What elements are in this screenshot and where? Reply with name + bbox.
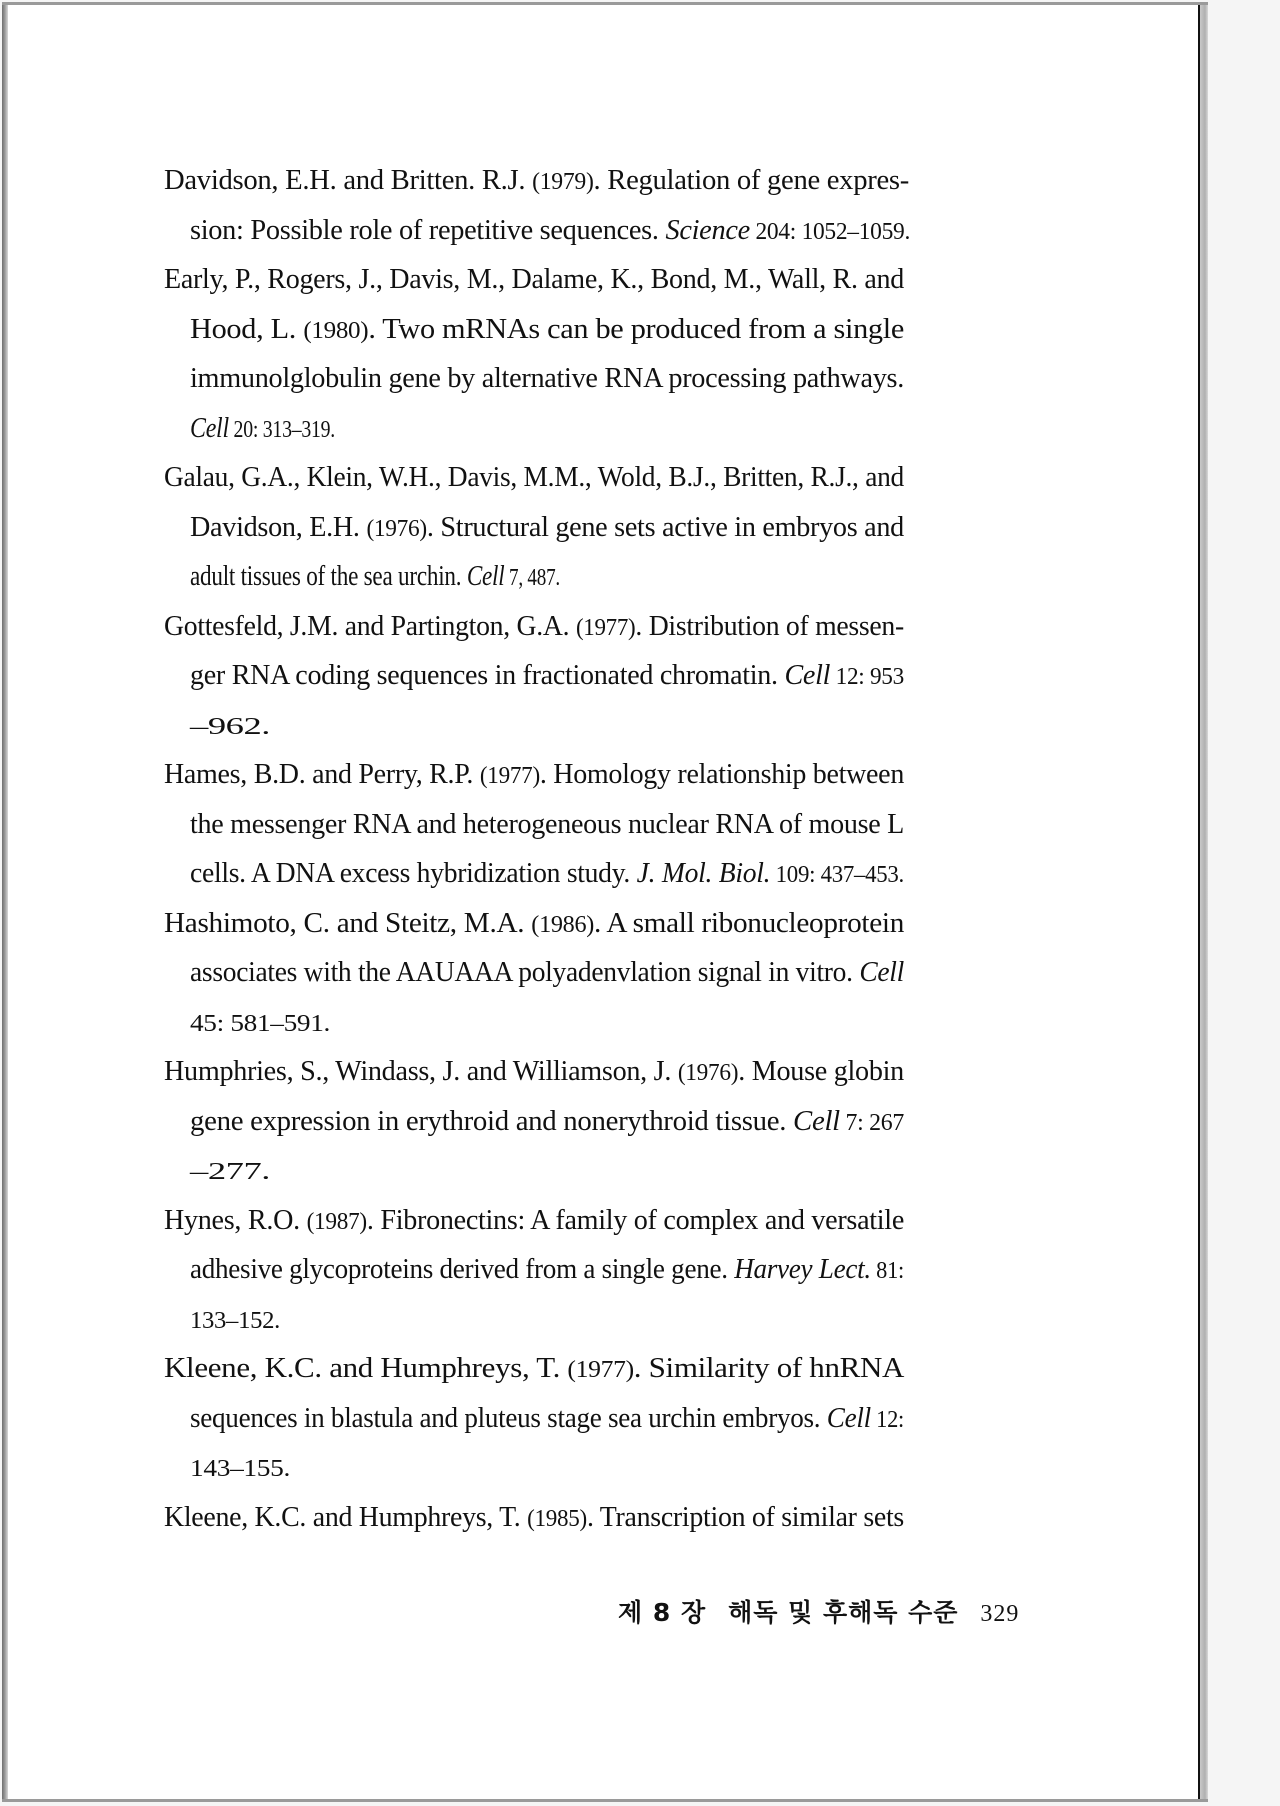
citation-number: 7, 487.	[504, 565, 560, 591]
reference-text: . Transcription of similar sets	[586, 1500, 904, 1533]
reference-continuation-line	[190, 1005, 330, 1041]
citation-number: 7: 267	[839, 1109, 905, 1136]
footer-chapter: 제 8 장	[618, 1598, 707, 1627]
journal-name: J. Mol. Biol.	[636, 857, 771, 889]
reference-text: Hynes, R.O.	[164, 1203, 307, 1236]
citation-number: 109: 437–453.	[770, 862, 904, 888]
reference-text: sequences in blastula and pluteus stage sea urchin embryos.	[190, 1401, 827, 1434]
reference-text: . Distribution of messen-	[635, 609, 904, 642]
reference-text: Hames, B.D. and Perry, R.P.	[164, 758, 480, 790]
citation-number: (1977)	[575, 614, 636, 641]
journal-name: Cell	[466, 560, 505, 592]
reference-text: Davidson, E.H.	[190, 510, 367, 543]
page-right-edge	[1198, 5, 1208, 1799]
journal-name: Cell	[859, 956, 905, 988]
citation-number: 20: 313–319.	[228, 416, 335, 443]
reference-continuation-line	[190, 708, 270, 744]
journal-name: Cell	[190, 411, 229, 444]
citation-number: 45: 581–591.	[190, 1010, 331, 1037]
reference-continuation-line	[190, 1401, 904, 1437]
reference-first-line	[164, 1054, 904, 1090]
reference-text: Kleene, K.C. and Humphreys, T.	[164, 1352, 568, 1384]
reference-continuation-line	[190, 213, 910, 249]
journal-name: Cell	[784, 659, 831, 691]
citation-number: (1980)	[303, 317, 369, 344]
reference-text: ger RNA coding sequences in fractionated chromatin.	[190, 659, 785, 691]
page-number: 329	[980, 1601, 1020, 1627]
reference-continuation-line	[190, 1302, 280, 1338]
reference-text: Galau, G.A., Klein, W.H., Davis, M.M., Wold, B.J., Britten, R.J., and	[164, 461, 904, 493]
journal-name: Science	[665, 213, 750, 246]
reference-continuation-line	[190, 1104, 904, 1140]
reference-continuation-line	[190, 1252, 904, 1288]
citation-number: 12: 953	[830, 664, 904, 690]
reference-first-line	[164, 1500, 904, 1536]
reference-first-line	[164, 757, 904, 793]
reference-text: . Mouse globin	[738, 1055, 904, 1087]
citation-number: –962.	[190, 713, 271, 740]
citation-number: 81:	[870, 1258, 905, 1284]
citation-number: –277.	[190, 1159, 271, 1185]
reference-continuation-line	[190, 658, 904, 694]
reference-text: Davidson, E.H. and Britten. R.J.	[164, 164, 533, 196]
reference-continuation-line	[190, 807, 904, 841]
reference-text: the messenger RNA and heterogeneous nuclear RNA of mouse L	[190, 807, 904, 840]
reference-continuation-line	[190, 312, 904, 348]
citation-number: 204: 1052–1059.	[749, 218, 911, 245]
journal-name: Cell	[793, 1104, 840, 1137]
reference-text: immunolglobulin gene by alternative RNA processing pathways.	[190, 362, 905, 394]
page-footer	[618, 1593, 1019, 1629]
citation-number: (1976)	[366, 515, 427, 542]
reference-continuation-line	[190, 361, 904, 395]
reference-text: . Homology relationship between	[539, 758, 905, 790]
reference-text: adult tissues of the sea urchin.	[190, 560, 467, 592]
reference-first-line	[164, 906, 904, 942]
reference-continuation-line	[190, 411, 335, 447]
reference-continuation-line	[190, 856, 904, 892]
reference-text: sion: Possible role of repetitive sequences.	[190, 213, 666, 246]
journal-name: Cell	[826, 1401, 871, 1434]
reference-text: gene expression in erythroid and nonerythroid tissue.	[190, 1104, 794, 1137]
reference-continuation-line	[190, 1450, 290, 1486]
citation-number: (1985)	[527, 1505, 587, 1532]
citation-number: 143–155.	[190, 1456, 290, 1482]
reference-continuation-line	[190, 955, 904, 989]
page-left-edge	[2, 5, 8, 1799]
reference-text: Kleene, K.C. and Humphreys, T.	[164, 1500, 528, 1533]
citation-number: (1977)	[479, 763, 540, 789]
footer-title: 해독 및 후해독 수준	[728, 1598, 959, 1627]
reference-text: Hashimoto, C. and Steitz, M.A.	[164, 906, 532, 939]
reference-first-line	[164, 609, 904, 645]
reference-text: Humphries, S., Windass, J. and Williamson, J.	[164, 1055, 678, 1087]
citation-number: (1987)	[306, 1208, 367, 1235]
reference-continuation-line	[190, 559, 560, 595]
reference-text: associates with the AAUAAA polyadenvlation signal in vitro.	[190, 956, 860, 988]
reference-text: adhesive glycoproteins derived from a single gene.	[190, 1253, 735, 1285]
reference-first-line	[164, 460, 904, 494]
citation-number: (1976)	[677, 1060, 739, 1086]
reference-first-line	[164, 163, 909, 199]
reference-first-line	[164, 262, 904, 296]
citation-number: (1977)	[567, 1357, 634, 1383]
reference-text: . Two mRNAs can be produced from a single	[368, 312, 905, 345]
reference-text: . A small ribonucleoprotein	[593, 906, 905, 939]
document-page	[2, 2, 1208, 1802]
reference-text: . Fibronectins: A family of complex and versatile	[366, 1203, 905, 1236]
reference-first-line	[164, 1351, 904, 1387]
reference-text: . Regulation of gene expres-	[593, 164, 909, 196]
citation-number: (1986)	[531, 911, 594, 938]
reference-first-line	[164, 1203, 904, 1239]
citation-number: (1979)	[532, 169, 594, 195]
citation-number: 133–152.	[190, 1307, 281, 1334]
reference-continuation-line	[190, 1153, 270, 1189]
reference-text: . Structural gene sets active in embryos and	[426, 510, 904, 543]
reference-text: . Similarity of hnRNA	[633, 1352, 905, 1384]
reference-text: Hood, L.	[190, 312, 304, 345]
journal-name: Harvey Lect.	[734, 1253, 871, 1285]
citation-number: 12:	[870, 1406, 905, 1433]
reference-continuation-line	[190, 510, 904, 546]
reference-text: cells. A DNA excess hybridization study.	[190, 857, 637, 889]
reference-text: Early, P., Rogers, J., Davis, M., Dalame, K., Bond, M., Wall, R. and	[164, 263, 905, 295]
reference-text: Gottesfeld, J.M. and Partington, G.A.	[164, 609, 576, 642]
